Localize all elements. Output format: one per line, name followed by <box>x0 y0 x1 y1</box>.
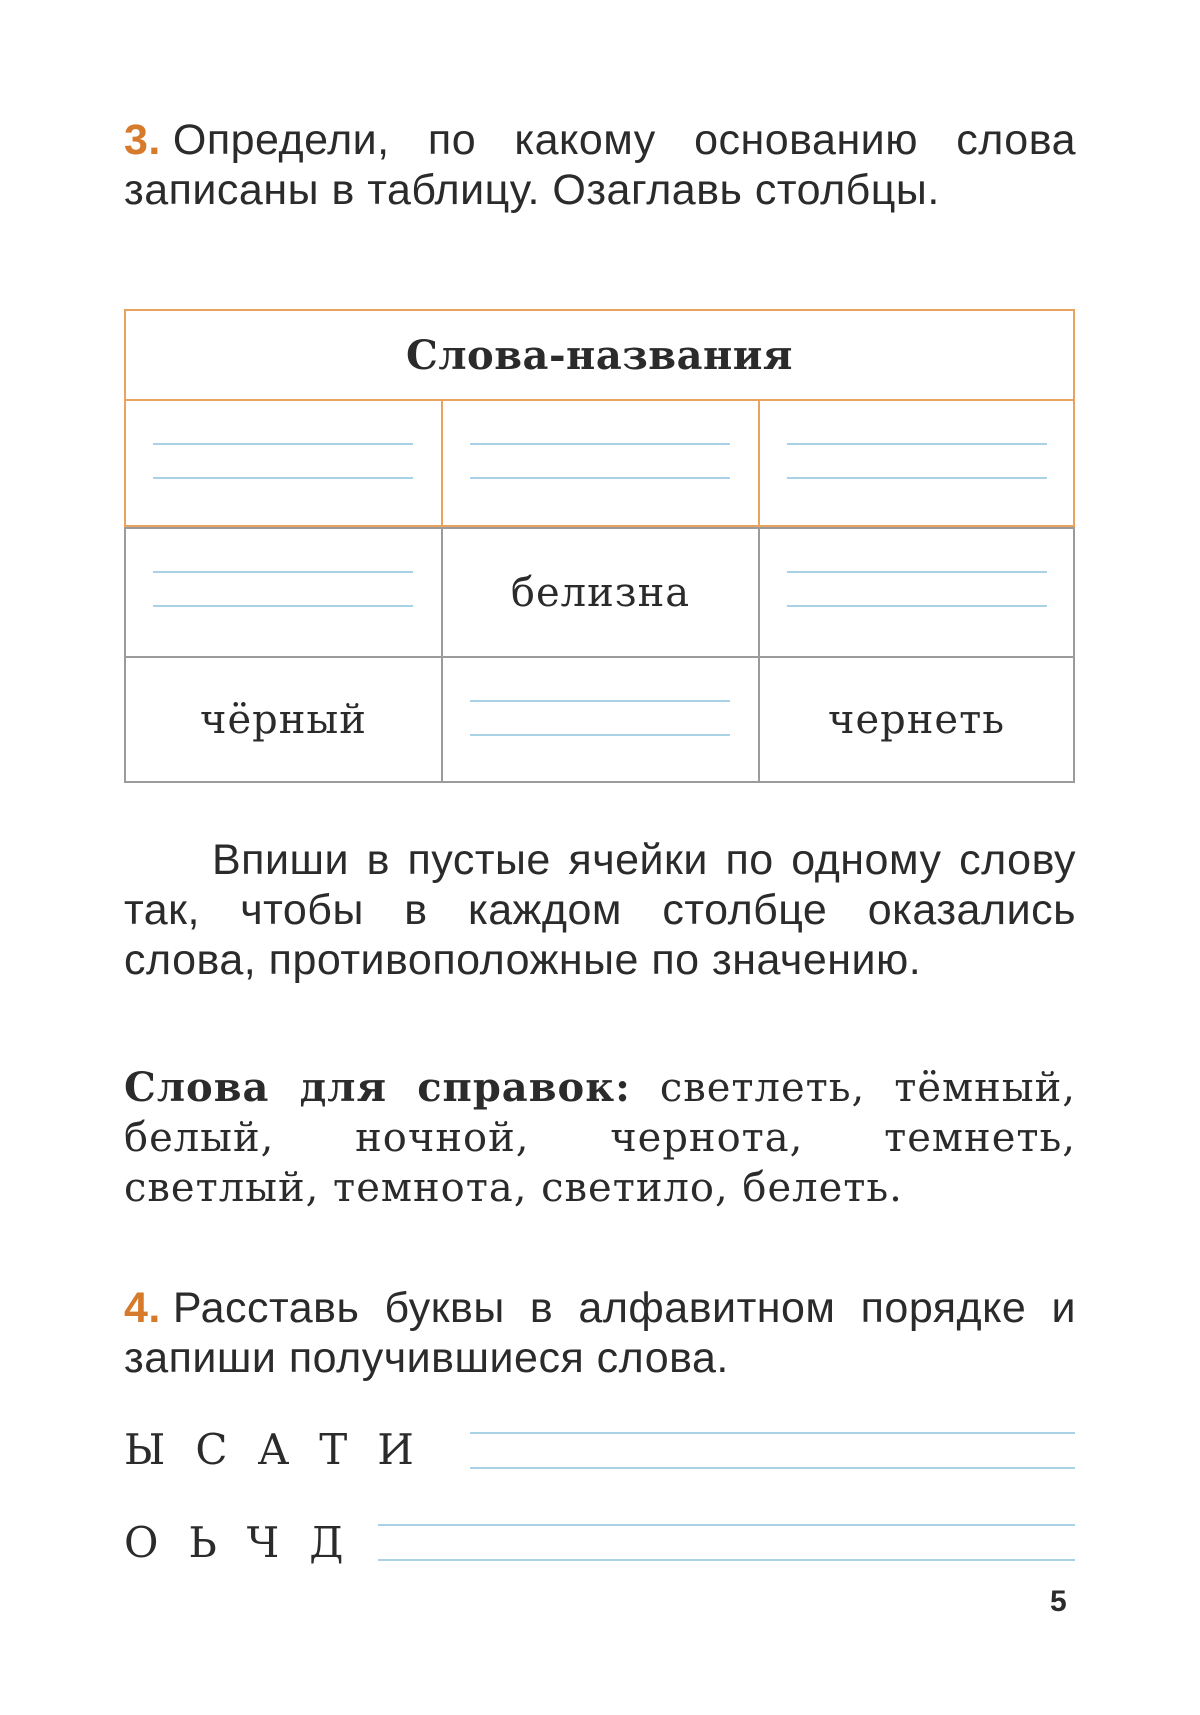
answer-line-1b[interactable] <box>470 1467 1075 1469</box>
answer-line-1a[interactable] <box>470 1432 1075 1434</box>
reference-label: Слова для справок: <box>124 1064 631 1111</box>
letter: Д <box>309 1518 344 1567</box>
task-3 <box>124 115 1076 215</box>
reference-list: светлеть, тёмный, белый, ночной, чернота, темнеть, светлый, темнота, светило, белеть. <box>124 1065 1076 1211</box>
letter: Т <box>319 1425 348 1474</box>
column-title-cell-2[interactable] <box>443 401 758 527</box>
letter: О <box>124 1518 159 1567</box>
letter-set-1 <box>124 1425 444 1474</box>
write-line <box>153 477 413 479</box>
letter: Ч <box>246 1518 280 1567</box>
letter-set-2 <box>124 1518 373 1567</box>
word-table <box>124 309 1075 783</box>
write-line <box>787 571 1047 573</box>
column-title-cell-3[interactable] <box>760 401 1073 527</box>
write-line <box>153 605 413 607</box>
table-cell-r2c2: белизна <box>510 569 691 616</box>
table-header: Слова-названия <box>126 311 1073 401</box>
table-cell-r2c1[interactable] <box>126 529 441 656</box>
write-line <box>470 734 730 736</box>
answer-line-2a[interactable] <box>378 1524 1075 1526</box>
write-line <box>153 443 413 445</box>
task-number: 3. <box>124 116 161 164</box>
table-cell-r2c3[interactable] <box>760 529 1073 656</box>
answer-line-2b[interactable] <box>378 1559 1075 1561</box>
reference-words <box>124 1063 1076 1213</box>
write-line <box>787 605 1047 607</box>
task-text: Расставь буквы в алфавитном порядке и запиши получившиеся слова. <box>124 1284 1076 1382</box>
write-line <box>787 477 1047 479</box>
table-cell-r3c1: чёрный <box>200 696 367 743</box>
instruction-body: Впиши в пустые ячейки по одному слову так, чтобы в каждом столбце оказались слова, противоположные по значению. <box>124 836 1076 984</box>
write-line <box>470 443 730 445</box>
letter: Ы <box>124 1425 166 1474</box>
write-line <box>470 700 730 702</box>
letter: А <box>257 1425 290 1474</box>
letter: С <box>195 1425 228 1474</box>
task-4 <box>124 1283 1076 1383</box>
write-line <box>153 571 413 573</box>
instruction-text <box>124 835 1076 985</box>
task-text: Определи, по какому основанию слова записаны в таблицу. Озаглавь столбцы. <box>124 116 1076 214</box>
task-number: 4. <box>124 1284 161 1332</box>
letter: Ь <box>188 1518 217 1567</box>
column-title-cell-1[interactable] <box>126 401 441 527</box>
write-line <box>470 477 730 479</box>
table-cell-r3c3: чернеть <box>828 696 1005 743</box>
page-number: 5 <box>1050 1585 1067 1618</box>
write-line <box>787 443 1047 445</box>
table-cell-r3c2[interactable] <box>443 658 758 781</box>
letter: И <box>377 1425 414 1474</box>
